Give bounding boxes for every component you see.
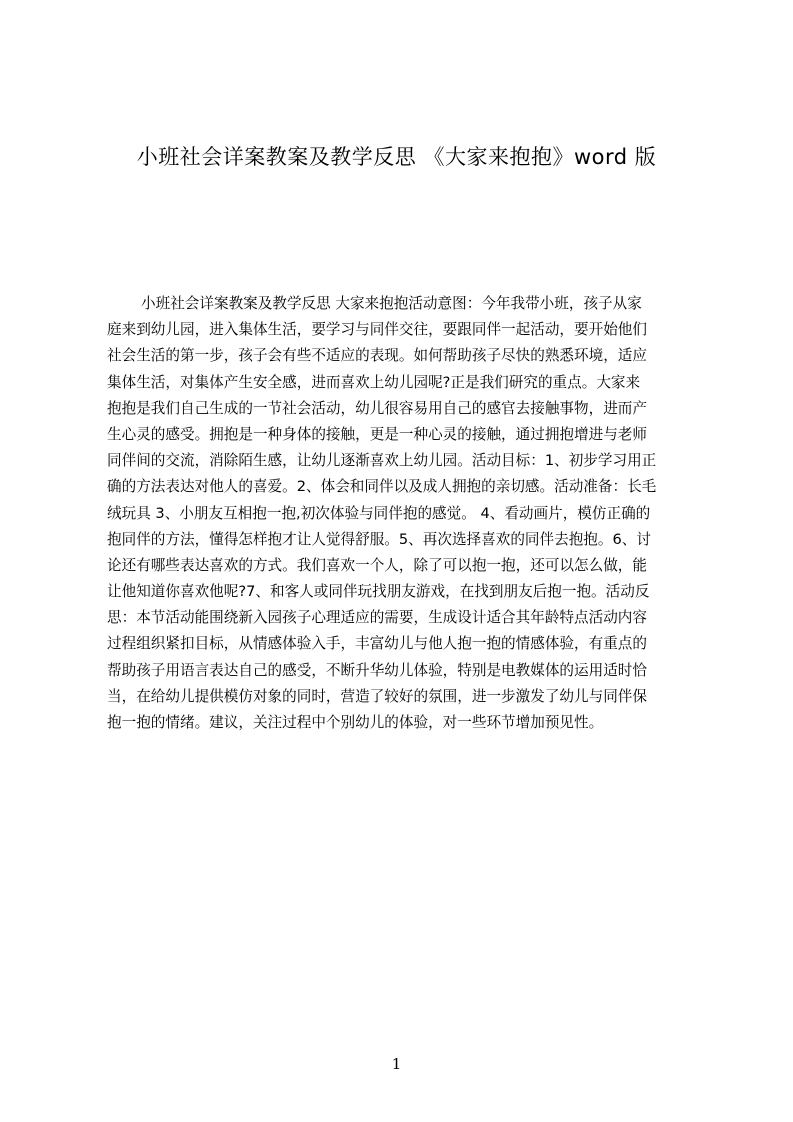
document-body xyxy=(107,291,697,751)
body-line: 过程组织紧扣目标，从情感体验入手，丰富幼儿与他人抱一抱的情感体验，有重点的 xyxy=(107,635,647,653)
body-line: 社会生活的第一步，孩子会有些不适应的表现。如何帮助孩子尽快的熟悉环境，适应 xyxy=(107,347,647,365)
body-line: 当，在给幼儿提供模仿对象的同时，营造了较好的氛围，进一步激发了幼儿与同伴保 xyxy=(107,687,647,705)
body-line: 集体生活，对集体产生安全感，进而喜欢上幼儿园呢?正是我们研究的重点。大家来 xyxy=(107,373,641,391)
body-line: 抱同伴的方法，懂得怎样抱才让人觉得舒服。5、再次选择喜欢的同伴去抱抱。6、讨 xyxy=(107,530,651,548)
body-line: 论还有哪些表达喜欢的方式。我们喜欢一个人，除了可以抱一抱，还可以怎么做，能 xyxy=(107,556,647,574)
body-line: 思：本节活动能围绕新入园孩子心理适应的需要，生成设计适合其年龄特点活动内容 xyxy=(107,609,647,627)
body-line: 帮助孩子用语言表达自己的感受，不断升华幼儿体验，特别是电教媒体的运用适时恰 xyxy=(107,661,647,679)
body-line: 抱抱是我们自己生成的一节社会活动，幼儿很容易用自己的感官去接触事物，进而产 xyxy=(107,399,647,417)
body-line: 生心灵的感受。拥抱是一种身体的接触，更是一种心灵的接触，通过拥抱增进与老师 xyxy=(107,425,647,443)
body-line: 抱一抱的情绪。建议，关注过程中个别幼儿的体验，对一些环节增加预见性。 xyxy=(107,714,604,731)
body-line: 确的方法表达对他人的喜爱。2、体会和同伴以及成人拥抱的亲切感。活动准备：长毛 xyxy=(107,478,657,496)
body-line: 小班社会详案教案及教学反思 大家来抱抱活动意图：今年我带小班，孩子从家 xyxy=(141,295,642,312)
document-title: 小班社会详案教案及教学反思 《大家来抱抱》word 版 xyxy=(136,145,657,169)
page-number: 1 xyxy=(391,1055,402,1073)
body-line: 让他知道你喜欢他呢?7、和客人或同伴玩找朋友游戏，在找到朋友后抱一抱。活动反 xyxy=(107,583,650,601)
body-line: 同伴间的交流，消除陌生感，让幼儿逐渐喜欢上幼儿园。活动目标：1、初步学习用正 xyxy=(107,452,657,470)
body-line: 绒玩具 3、小朋友互相抱一抱,初次体验与同伴抱的感觉。 4、看动画片，模仿正确的 xyxy=(107,504,651,522)
body-line: 庭来到幼儿园，进入集体生活，要学习与同伴交往，要跟同伴一起活动，要开始他们 xyxy=(107,321,647,339)
